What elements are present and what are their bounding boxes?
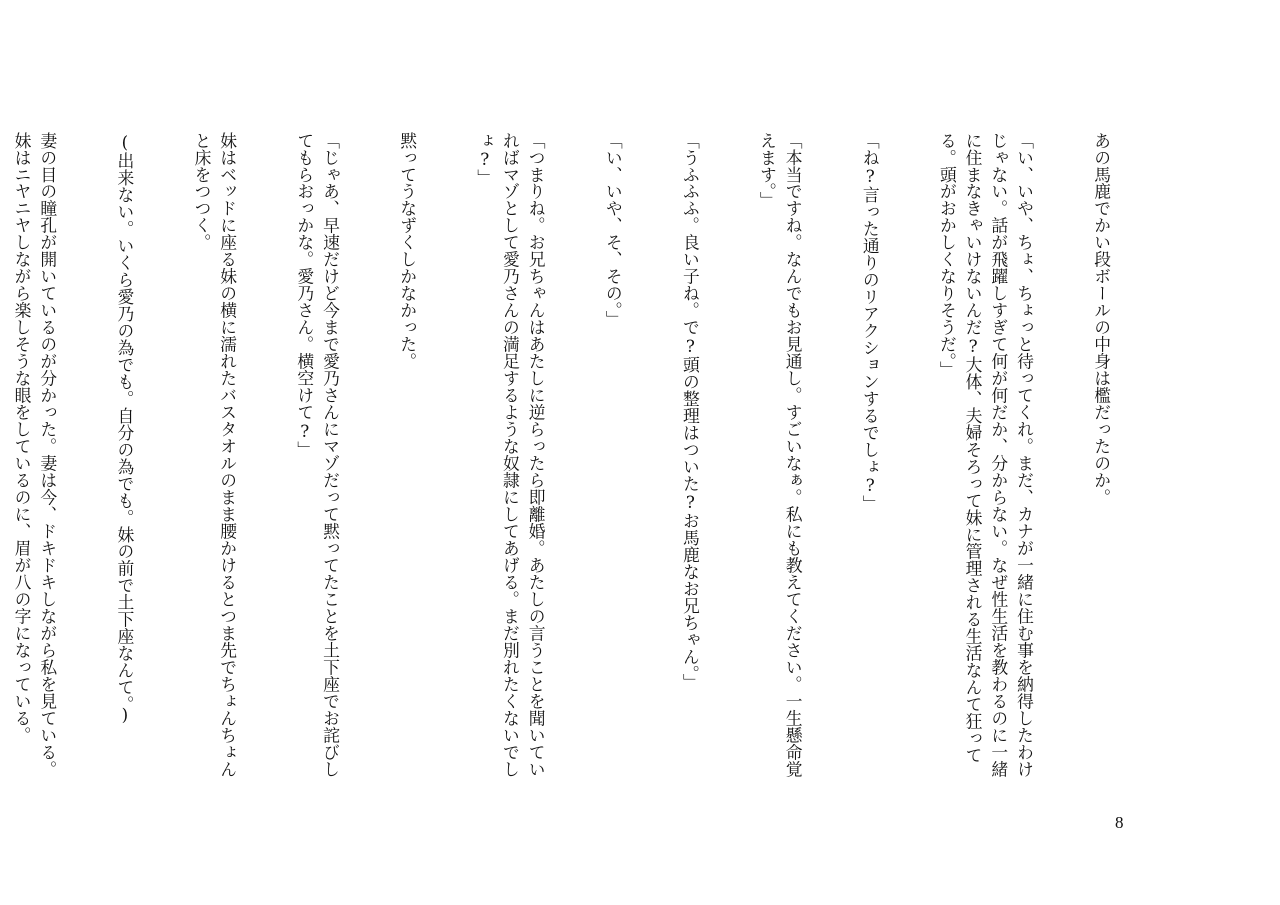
paragraph: 妹はベッドに座る妹の横に濡れたバスタオルのまま腰かけるとつま先でちょんちょんと床をつつく。 [191, 132, 238, 778]
paragraph: (出来ない。いくら愛乃の為でも。自分の為でも。妹の前で土下座なんて。) [114, 132, 135, 725]
paragraph: 「うふふふ。良い子ね。で?頭の整理はついた?お馬鹿なお兄ちゃん。」 [680, 132, 701, 691]
paragraph: 「い、いや、ちょ、ちょっと待ってくれ。まだ、カナが一緒に住む事を納得したわけじゃない。話が飛躍しすぎて何が何だか、分からない。なぜ性生活を教わるのに一緒に住まなきゃいけないんだ?大体、夫婦そろって妹に管理される生活なんて狂ってる。頭がおかしくなりそうだ。」 [937, 132, 1035, 778]
body-text [0, 132, 1165, 782]
paragraph: あの馬鹿でかい段ボールの中身は檻だったのか。 [1091, 132, 1112, 506]
paragraph: 黙ってうなずくしかなかった。 [397, 132, 418, 370]
paragraph: 「じゃあ、早速だけど今まで愛乃さんにマゾだって黙ってたことを土下座でお詫びしてもらおっかな。愛乃さん。横空けて?」 [294, 132, 341, 778]
paragraph: 「い、いや、そ、その。」 [603, 132, 624, 328]
paragraph: 「つまりね。お兄ちゃんはあたしに逆らったら即離婚。あたしの言うことを聞いていればマゾとして愛乃さんの満足するような奴隷にしてあげる。まだ別れたくないでしょ?」 [474, 132, 547, 778]
paragraph: 「ね?言った通りのリアクションするでしょ?」 [860, 132, 881, 513]
paragraph: 妻の目の瞳孔が開いているのが分かった。妻は今、ドキドキしながら私を見ている。妹はニヤニヤしながら楽しそうな眼をしているのに、眉が八の字になっている。 [12, 132, 58, 778]
page-number: 8 [1115, 813, 1124, 832]
paragraph: 「本当ですね。なんでもお見通し。すごいなぁ。私にも教えてください。一生懸命覚えます。」 [757, 132, 804, 778]
